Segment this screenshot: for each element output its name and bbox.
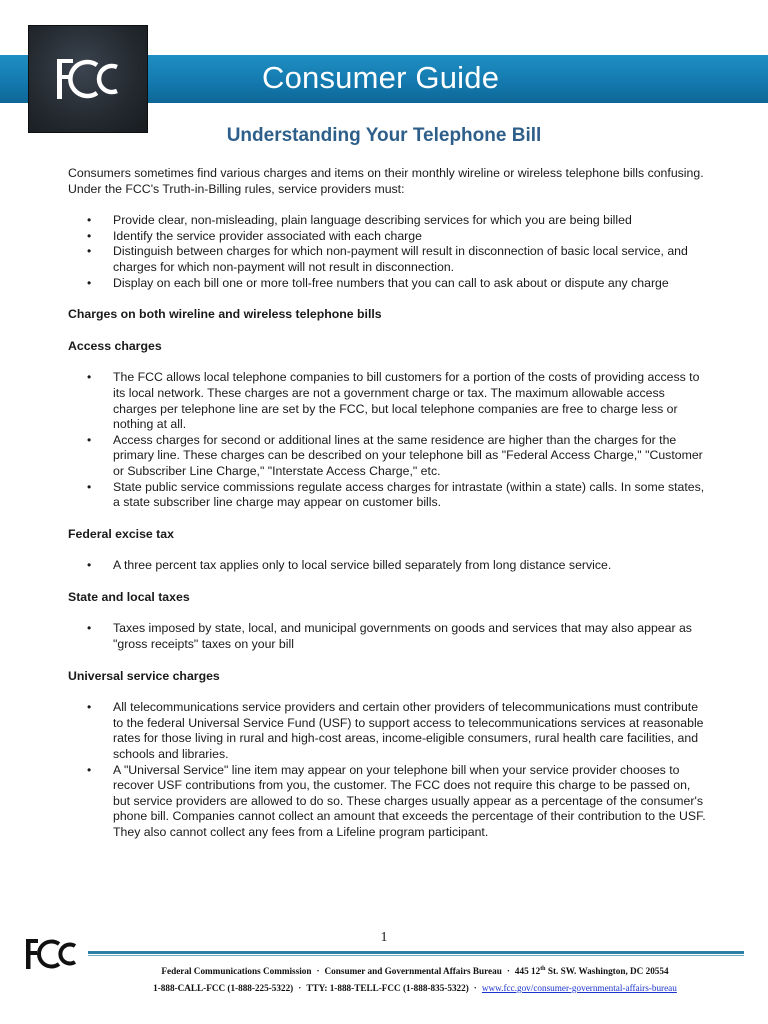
footer-bureau: Consumer and Governmental Affairs Bureau bbox=[324, 966, 502, 977]
footer-address-line: Federal Communications Commission · Consumer and Governmental Affairs Bureau · 445 12th St. SW. Washington, DC 20554 bbox=[161, 966, 669, 977]
access-charges-list bbox=[68, 370, 708, 510]
section-heading-main: Charges on both wireline and wireless telephone bills bbox=[68, 307, 382, 322]
list-item: • State public service commissions regulate access charges for intrastate (within a state) calls. In some states, a state subscriber line charge may appear on customer bills. bbox=[68, 480, 708, 511]
list-item: • Display on each bill one or more toll-free numbers that you can call to ask about or dispute any charge bbox=[68, 276, 708, 292]
footer-phone: 1-888-CALL-FCC (1-888-225-5322) bbox=[153, 983, 294, 993]
footer-tty: TTY: 1-888-TELL-FCC (1-888-835-5322) bbox=[306, 983, 469, 993]
state-local-taxes-list bbox=[68, 621, 708, 652]
list-item: • Access charges for second or additional lines at the same residence are higher than the charges for the primary line. These charges can be described on your telephone bill as "Federal Access Charge," "Customer or Subscriber Line Charge," "Interstate Access Charge," etc. bbox=[68, 433, 708, 480]
section-heading-federal-excise-tax: Federal excise tax bbox=[68, 526, 174, 541]
universal-service-list bbox=[68, 700, 708, 840]
footer-contact-line: 1-888-CALL-FCC (1-888-225-5322) · TTY: 1-888-TELL-FCC (1-888-835-5322) · www.fcc.gov/consumer-governmental-affairs-bureau bbox=[153, 983, 677, 993]
footer-fcc-logo bbox=[24, 936, 80, 972]
list-item: • Identify the service provider associated with each charge bbox=[68, 229, 708, 245]
intro-bullet-list bbox=[68, 213, 708, 291]
page-number: 1 bbox=[380, 930, 388, 945]
fcc-logo-icon bbox=[53, 53, 123, 105]
list-item: • A "Universal Service" line item may appear on your telephone bill when your service provider chooses to recover USF contributions from you, the customer. The FCC does not require this charge to be passed on, but service providers are allowed to do so. These charges usually appear as a percentage of the consumer's phone bill. Companies cannot collect an amount that exceeds the percentage of their contribution to the USF. They also cannot collect any fees from a Lifeline program participant. bbox=[68, 763, 708, 841]
fcc-logo bbox=[28, 25, 148, 133]
footer-address: 445 12th St. SW. Washington, DC 20554 bbox=[514, 966, 669, 977]
intro-paragraph: Consumers sometimes find various charges and items on their monthly wireline or wireless telephone bills confusing. Under the FCC's Truth-in-Billing rules, service providers must: bbox=[68, 166, 704, 196]
list-item: • Distinguish between charges for which non-payment will result in disconnection of basic local service, and charges for which non-payment will not result in disconnection. bbox=[68, 244, 708, 275]
document-title: Understanding Your Telephone Bill bbox=[226, 125, 542, 146]
header-title: Consumer Guide bbox=[262, 60, 500, 95]
list-item: • Taxes imposed by state, local, and municipal governments on goods and services that may also appear as "gross receipts" taxes on your bill bbox=[68, 621, 708, 652]
section-heading-universal-service: Universal service charges bbox=[68, 668, 220, 683]
section-heading-state-local-taxes: State and local taxes bbox=[68, 589, 190, 604]
footer-rule-thin bbox=[88, 955, 744, 956]
footer-rule bbox=[88, 951, 744, 954]
document-body bbox=[68, 166, 708, 841]
list-item: • All telecommunications service providers and certain other providers of telecommunications must contribute to the federal Universal Service Fund (USF) to support access to telecommunications services at reasonable rates for those living in rural and high-cost areas, income-eligible consumers, rural health care facilities, and schools and libraries. bbox=[68, 700, 708, 762]
list-item: • The FCC allows local telephone companies to bill customers for a portion of the costs of providing access to its local network. These charges are not a government charge or tax. The maximum allowable access charges per telephone line are set by the FCC, but local telephone companies are free to charge less or nothing at all. bbox=[68, 370, 708, 432]
federal-excise-tax-list bbox=[68, 558, 708, 574]
list-item: • A three percent tax applies only to local service billed separately from long distance service. bbox=[68, 558, 708, 574]
footer-org: Federal Communications Commission bbox=[161, 966, 312, 977]
section-heading-access-charges: Access charges bbox=[68, 338, 162, 353]
footer-fcc-logo-icon bbox=[24, 936, 80, 972]
footer-website-link[interactable]: www.fcc.gov/consumer-governmental-affairs-bureau bbox=[481, 983, 677, 993]
list-item: • Provide clear, non-misleading, plain language describing services for which you are being billed bbox=[68, 213, 708, 229]
